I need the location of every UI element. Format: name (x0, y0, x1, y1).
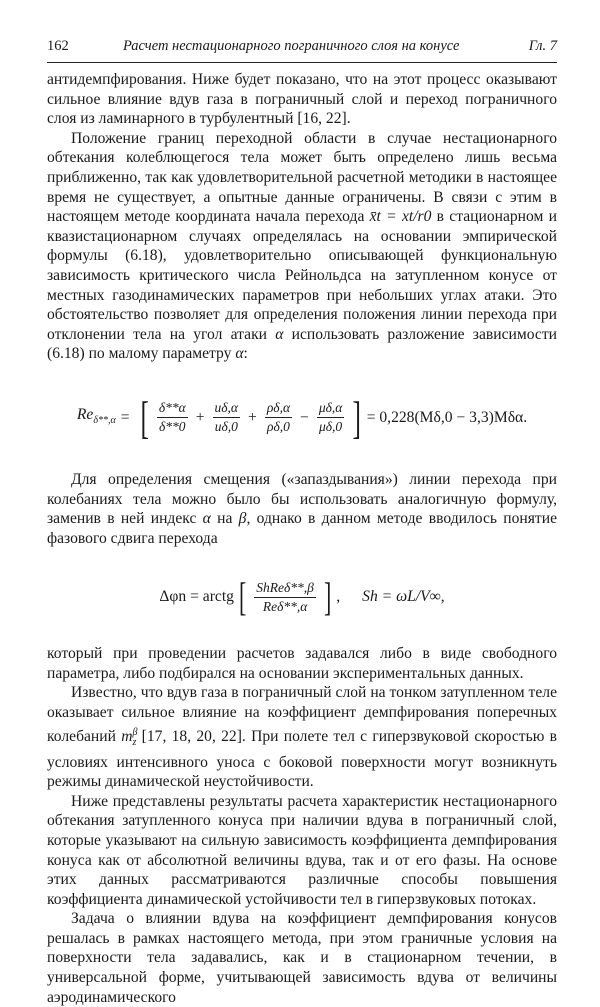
equation-reynolds (47, 378, 557, 458)
paragraph-4: который при проведении расчетов задавался либо в виде свободного параметра, либо подбирался на основании экспериментальных данных. (47, 645, 557, 682)
alpha-symbol: α (202, 510, 211, 528)
eq2-lhs: Δφn = arctg (159, 588, 234, 606)
paragraph-3-text-b: на (210, 510, 239, 528)
strouhal-definition: Sh = ωL/V∞, (362, 588, 445, 606)
left-bracket: [ (238, 574, 247, 620)
fraction-velocity: $\frac{u\delta,\alpha}{u\delta,0}$ (214, 400, 239, 435)
header-rule (47, 62, 557, 63)
paragraph-2-text-b: в стационарном и квазистационарном случаях определялась на основании эмпирической формулы (6.18), удовлетворительно описывающей функциональную зависимость критического числа Рейнольдса на затупленном конусе от местных газодинамических параметров при небольших углах атаки. Это обстоятельство позволяет для определения положения линии перехода при отклонении тела на угол атаки (47, 208, 557, 343)
plus-sign: + (248, 409, 257, 427)
beta-symbol: β (238, 510, 247, 528)
paragraph-2-end: : (243, 345, 248, 363)
paragraph-2-text-c: использовать разложение зависимости (6.18) по малому параметру (47, 325, 557, 363)
eq1-rhs: = 0,228(Mδ,0 − 3,3)Mδα. (366, 409, 528, 427)
damping-coefficient: $m^\beta_z$ (121, 726, 138, 748)
minus-sign: − (300, 409, 309, 427)
paragraph-3 (47, 470, 557, 548)
paragraph-3-text-c: , однако в данном методе вводилось понятие фазового сдвига перехода (47, 510, 557, 547)
chapter-label: Гл. 7 (528, 38, 557, 54)
alpha-symbol: α (275, 325, 284, 343)
alpha-symbol: α (235, 345, 244, 363)
paragraph-2 (47, 129, 557, 364)
paragraph-5-text-a: Известно, что вдув газа в пограничный слой на тонком затупленном теле оказывает сильное влияние на коэффициент демпфирования поперечных колебаний (47, 684, 557, 745)
eq1-equals: = (120, 409, 130, 427)
paragraph-2-text-a: Положение границ переходной области в случае нестационарного обтекания колеблющегося тела может быть определено лишь весьма приближенно, так как удовлетворительной расчетной методики в настоящее время не существует, а опытные данные ограничены. В связи с этим в настоящем методе координата начала перехода (47, 129, 557, 226)
paragraph-5 (47, 683, 557, 791)
fraction-density: $\frac{\rho\delta,\alpha}{\rho\delta,0}$ (266, 400, 291, 435)
equation-phase-shift (47, 566, 557, 628)
eq1-lhs: $Re_{\delta**,\alpha}$ (76, 406, 116, 427)
transition-coordinate-formula: x̄t = xt/r0 (369, 208, 432, 226)
right-bracket: ] (352, 391, 362, 443)
paragraph-6: Ниже представлены результаты расчета характеристик нестационарного обтекания затупленного конуса при наличии вдува в пограничный слой, которые указывают на сильную зависимость коэффициента демпфирования конуса как от абсолютной величины вдува, так и от его фазы. На основе этих данных рассматриваются различные способы повышения коэффициента динамической устойчивости тел в гиперзвуковых потоках. (47, 792, 557, 908)
paragraph-3-text-a: Для определения смещения («запаздывания») линии перехода при колебаниях тела можно было бы использовать аналогичную формулу, заменив в ней индекс (47, 470, 557, 528)
running-header (47, 38, 557, 58)
fraction-strouhal-reynolds: $\frac{\text{ShReδ**,β}}{\text{Reδ**,α}}$ (256, 579, 314, 614)
plus-sign: + (195, 409, 205, 427)
paragraph-7: Задача о влиянии вдува на коэффициент демпфирования конусов решалась в рамках настоящего метода, при этом граничные условия на поверхности тела задавались, как и в стационарном течении, в универсальной форме, учитывающей зависимость вдува от величины аэродинамического (47, 910, 557, 1006)
paragraph-1: антидемпфирования. Ниже будет показано, что на этот процесс оказывают сильное влияние вдув газа в пограничный слой и переход пограничного слоя из ламинарного в турбулентный [16, 22]. (47, 71, 557, 128)
running-title: Расчет нестационарного пограничного слоя на конусе (123, 38, 460, 54)
fraction-viscosity: $\frac{\mu\delta,\alpha}{\mu\delta,0}$ (318, 400, 343, 435)
fraction-delta: $\frac{\delta**\alpha}{\delta**0}$ (158, 400, 186, 435)
page-number: 162 (47, 38, 69, 54)
right-bracket: ] (323, 574, 332, 620)
body-text (47, 70, 557, 1007)
eq2-comma: , (336, 588, 341, 606)
paragraph-5-text-b: [17, 18, 20, 22]. При полете тел с гиперзвуковой скоростью в условиях интенсивного уноса с боковой поверхности могут возникнуть режимы динамической неустойчивости. (47, 727, 557, 791)
left-bracket: [ (139, 391, 149, 443)
